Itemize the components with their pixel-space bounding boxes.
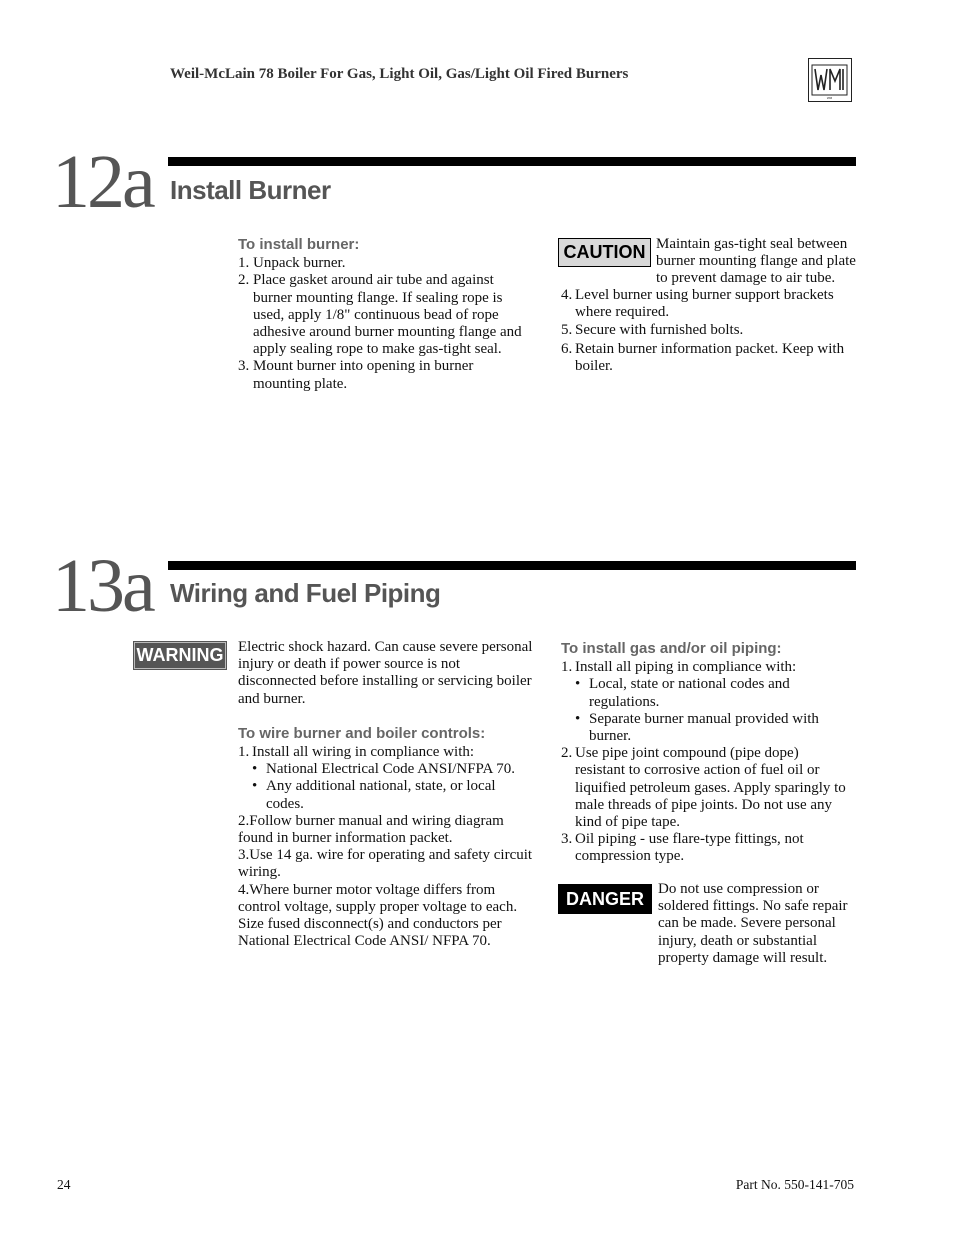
wiring-column <box>238 639 534 950</box>
step-number: 4. <box>561 287 573 303</box>
section-title-13a: Wiring and Fuel Piping <box>170 578 441 608</box>
step-number: 2. <box>561 745 573 762</box>
list-item: • Local, state or national codes and regulations. <box>575 676 790 710</box>
piping-step-3 <box>561 831 851 865</box>
install-step-5 <box>561 322 855 339</box>
danger-badge: DANGER <box>558 884 652 914</box>
step-text: Retain burner information packet. Keep with boiler. <box>575 340 845 374</box>
weil-mclain-logo <box>808 58 852 102</box>
warning-text: Electric shock hazard. Can cause severe personal injury or death if power source is not disconnected before installing or servicing boiler and burner. <box>238 639 533 707</box>
install-step-6 <box>561 341 855 375</box>
step-number: 6. <box>561 340 573 357</box>
step-text: Place gasket around air tube and against burner mounting flange. If sealing rope is used, apply 1/8" continuous bead of rope adhesive around burner mounting flange and apply sealing rope to make gas-tight seal. <box>253 272 522 358</box>
wiring-step-2: 2.Follow burner manual and wiring diagram found in burner information packet. <box>238 812 504 847</box>
wiring-code-list <box>238 761 534 813</box>
list-item: • Separate burner manual provided with burner. <box>575 710 819 745</box>
warning-badge: WARNING <box>134 642 226 669</box>
install-burner-right-column <box>561 287 855 375</box>
running-title: Weil-McLain 78 Boiler For Gas, Light Oil, Gas/Light Oil Fired Burners <box>170 66 629 82</box>
step-text: Oil piping - use flare-type fittings, not compression type. <box>575 831 804 865</box>
spacer <box>238 708 534 725</box>
step-text: Mount burner into opening in burner mounting plate. <box>253 358 474 392</box>
step-number: 2. <box>238 272 253 289</box>
part-number: Part No. 550-141-705 <box>735 1177 854 1192</box>
install-step-3 <box>238 358 528 392</box>
wiring-step-3: 3.Use 14 ga. wire for operating and safety circuit wiring. <box>238 847 533 881</box>
install-step-2 <box>238 272 528 358</box>
danger-text: Do not use compression or soldered fittings. No safe repair can be made. Severe personal injury, death or substantial property damage will result. <box>658 881 848 966</box>
caution-badge: CAUTION <box>558 238 651 267</box>
step-text: Install all piping in compliance with: <box>575 659 797 676</box>
step-number: 5. <box>561 322 573 339</box>
step-number: 3. <box>238 358 253 375</box>
section-number-13a: 13a <box>52 544 153 628</box>
step-text: Install all wiring in compliance with: <box>252 744 475 761</box>
install-step-1 <box>238 255 528 272</box>
step-number: 1. <box>238 255 253 272</box>
step-text: Level burner using burner support brackets where required. <box>575 287 834 321</box>
wiring-step-4: 4.Where burner motor voltage differs from control voltage, supply proper voltage to each. Size fused disconnect(s) and conductors per National Electrical Code ANSI/ NFPA 70. <box>238 881 518 950</box>
piping-step-1 <box>561 659 851 676</box>
wiring-step-1 <box>238 744 534 761</box>
list-item: • National Electrical Code ANSI/NFPA 70. <box>252 761 516 778</box>
piping-column <box>561 640 851 866</box>
caution-text: Maintain gas-tight seal between burner mounting flange and plate to prevent damage to air tube. <box>656 236 856 287</box>
piping-code-list <box>561 676 851 745</box>
step-number: 1. <box>238 744 250 761</box>
step-number: 3. <box>561 831 573 848</box>
step-number: 1. <box>561 659 573 676</box>
piping-step-2 <box>561 745 851 831</box>
svg-text:WM: WM <box>826 96 833 100</box>
section-rule-13a <box>168 561 856 570</box>
step-text: Unpack burner. <box>253 255 346 272</box>
list-item: • Any additional national, state, or local codes. <box>252 778 496 812</box>
section-title-12a: Install Burner <box>170 175 331 205</box>
piping-subhead: To install gas and/or oil piping: <box>561 640 782 657</box>
section-number-12a: 12a <box>52 140 153 224</box>
step-text: Secure with furnished bolts. <box>575 322 744 339</box>
install-burner-subhead: To install burner: <box>238 236 360 253</box>
install-step-4 <box>561 287 855 321</box>
section-rule-12a <box>168 157 856 166</box>
page-number: 24 <box>57 1177 71 1192</box>
wm-logo-icon <box>809 59 850 100</box>
wiring-subhead: To wire burner and boiler controls: <box>238 724 486 742</box>
step-text: Use pipe joint compound (pipe dope) resistant to corrosive action of fuel oil or liquified petroleum gases. Apply sparingly to male threads of pipe joints. Do not use any kind of pipe tape. <box>575 745 846 831</box>
install-burner-left-column <box>238 236 528 393</box>
